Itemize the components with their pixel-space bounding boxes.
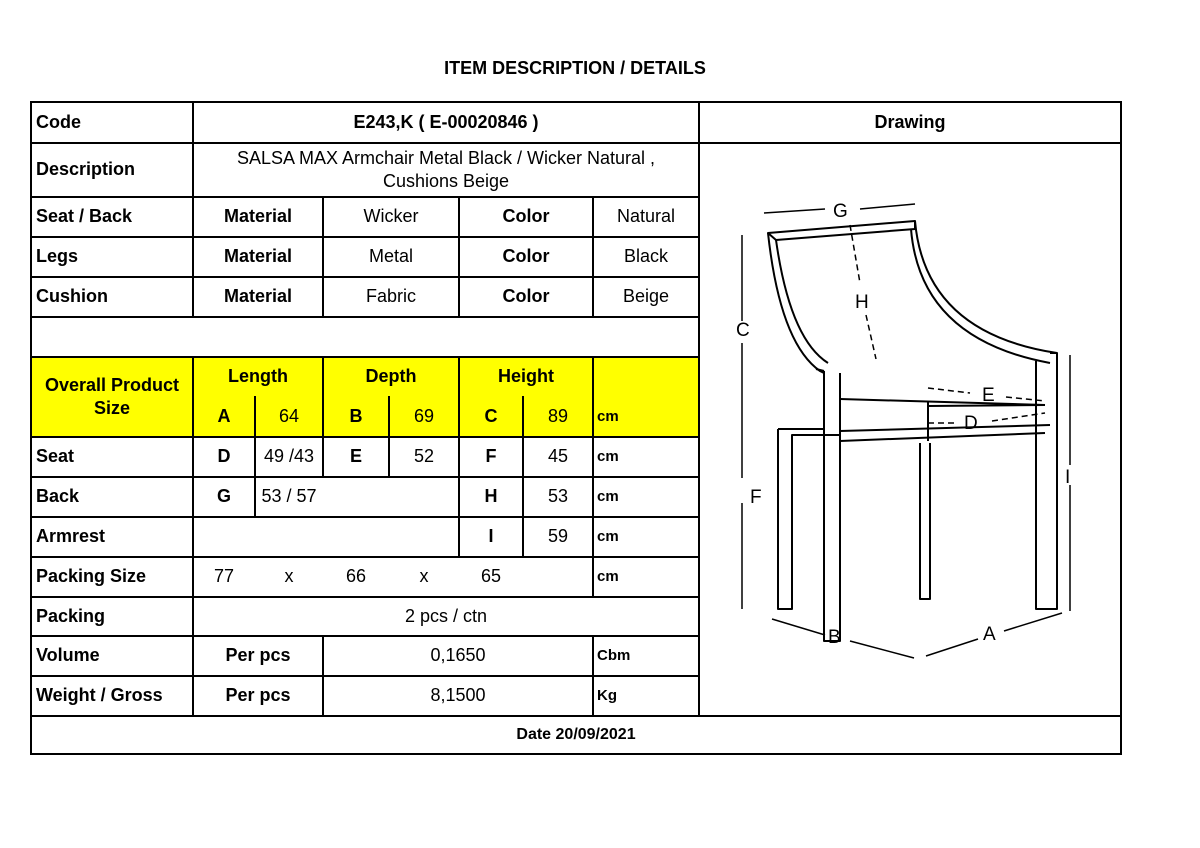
color-value: Beige <box>622 286 670 307</box>
description-label: Description <box>36 159 136 180</box>
dim-value-e: 52 <box>413 446 435 467</box>
code-value: E243,K ( E-00020846 ) <box>353 111 539 132</box>
dim-letter-f: F <box>485 446 497 467</box>
material-label: Material <box>223 286 293 307</box>
dim-letter-e: E <box>349 446 362 467</box>
seat-label: Seat <box>36 446 75 467</box>
weight-per: Per pcs <box>225 685 291 706</box>
material-value: Metal <box>368 246 413 267</box>
dim-value-d: 49 /43 <box>263 446 315 467</box>
packing-value: 2 pcs / ctn <box>404 605 488 626</box>
drawing-letter-i: I <box>1065 467 1071 488</box>
dim-value-c: 89 <box>547 406 569 427</box>
seat-back-label: Seat / Back <box>36 206 133 227</box>
drawing-letter-c: C <box>736 320 750 341</box>
unit-label: cm <box>597 448 619 466</box>
packing-x: x <box>284 566 294 587</box>
height-label: Height <box>498 366 554 387</box>
drawing-letter-h: H <box>855 292 869 313</box>
dim-value-f: 45 <box>547 446 569 467</box>
color-label: Color <box>502 286 550 307</box>
dim-value-g: 53 / 57 <box>261 486 317 507</box>
back-label: Back <box>36 486 80 507</box>
drawing-label: Drawing <box>874 111 946 132</box>
description-line-2: Cushions Beige <box>382 171 510 191</box>
packing-x: x <box>419 566 429 587</box>
volume-label: Volume <box>36 645 100 666</box>
description-line-1: SALSA MAX Armchair Metal Black / Wicker Natural , <box>236 147 656 168</box>
packing-size-label: Packing Size <box>36 566 147 587</box>
armchair-drawing <box>700 143 1120 713</box>
color-label: Color <box>502 206 550 227</box>
dim-letter-i: I <box>488 526 494 547</box>
color-label: Color <box>502 246 550 267</box>
legs-label: Legs <box>36 246 79 267</box>
material-label: Material <box>223 246 293 267</box>
dim-value-h: 53 <box>547 486 569 507</box>
volume-value: 0,1650 <box>430 645 486 666</box>
packing-width: 66 <box>345 566 367 587</box>
material-value: Fabric <box>365 286 416 307</box>
dim-value-a: 64 <box>278 406 300 427</box>
dim-letter-h: H <box>484 486 498 507</box>
date-label: Date 20/09/2021 <box>516 725 636 743</box>
packing-label: Packing <box>36 605 106 626</box>
dim-value-i: 59 <box>547 526 569 547</box>
unit-label: cm <box>597 528 619 546</box>
weight-value: 8,1500 <box>430 685 486 706</box>
description-value <box>194 144 698 196</box>
packing-height: 65 <box>480 566 502 587</box>
dim-letter-g: G <box>216 486 231 507</box>
dim-letter-a: A <box>217 406 231 427</box>
dim-value-b: 69 <box>413 406 435 427</box>
weight-label: Weight / Gross <box>36 685 163 706</box>
depth-label: Depth <box>365 366 417 387</box>
weight-unit: Kg <box>597 687 617 705</box>
dim-letter-b: B <box>349 406 363 427</box>
unit-label: cm <box>597 488 619 506</box>
volume-per: Per pcs <box>225 645 291 666</box>
color-value: Natural <box>616 206 676 227</box>
drawing-letter-f: F <box>750 487 762 508</box>
drawing-letter-d: D <box>964 413 978 434</box>
armrest-label: Armrest <box>36 526 106 547</box>
material-value: Wicker <box>363 206 419 227</box>
length-label: Length <box>228 366 288 387</box>
drawing-letter-b: B <box>828 627 841 648</box>
page-title: ITEM DESCRIPTION / DETAILS <box>444 58 706 78</box>
color-value: Black <box>623 246 668 267</box>
unit-label: cm <box>597 408 619 426</box>
dim-letter-c: C <box>484 406 498 427</box>
packing-length: 77 <box>213 566 235 587</box>
code-label: Code <box>36 111 81 132</box>
material-label: Material <box>223 206 293 227</box>
unit-label: cm <box>597 568 619 586</box>
drawing-letter-a: A <box>983 624 996 645</box>
drawing-letter-e: E <box>982 385 995 406</box>
cushion-label: Cushion <box>36 286 108 307</box>
drawing-letter-g: G <box>833 201 848 222</box>
volume-unit: Cbm <box>597 647 631 665</box>
overall-size-label: Overall Product Size <box>44 374 180 418</box>
dim-letter-d: D <box>217 446 231 467</box>
